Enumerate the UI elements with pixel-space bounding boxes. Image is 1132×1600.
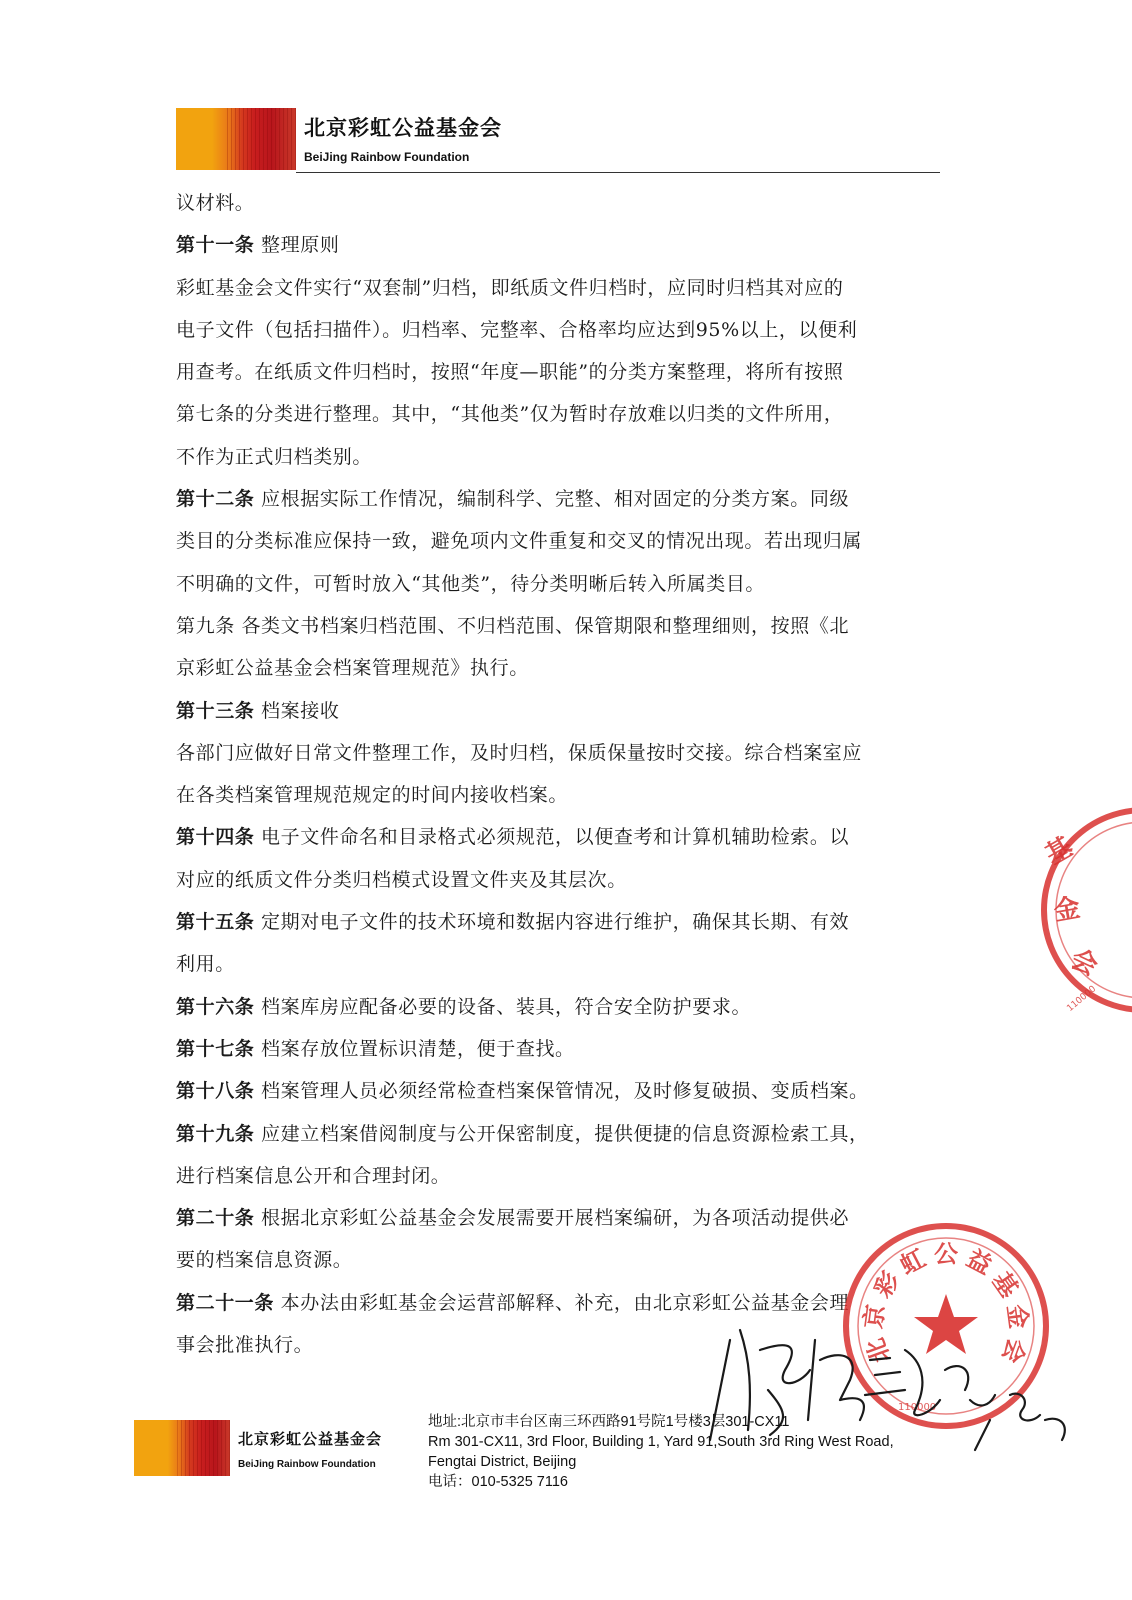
seal-edge-digits: 110000 bbox=[1065, 984, 1099, 1014]
body-text: 电子文件（包括扫描件）。归档率、完整率、合格率均应达到95%以上，以便利 bbox=[176, 318, 858, 341]
body-line bbox=[176, 393, 924, 435]
body-text: 不明确的文件，可暂时放入“其他类”，待分类明晰后转入所属类目。 bbox=[176, 572, 766, 595]
document-body bbox=[176, 182, 924, 1366]
seal-edge-char-3: 会 bbox=[1065, 943, 1103, 983]
body-line bbox=[176, 478, 924, 520]
body-line bbox=[176, 816, 924, 858]
body-text: 定期对电子文件的技术环境和数据内容进行维护，确保其长期、有效 bbox=[254, 911, 850, 934]
body-text: 应根据实际工作情况，编制科学、完整、相对固定的分类方案。同级 bbox=[254, 488, 850, 511]
body-text: 应建立档案借阅制度与公开保密制度，提供便捷的信息资源检索工具， bbox=[254, 1122, 869, 1145]
footer-org-name-cn: 北京彩虹公益基金会 bbox=[238, 1430, 383, 1448]
body-line bbox=[176, 1070, 924, 1112]
body-text: 在各类档案管理规范规定的时间内接收档案。 bbox=[176, 784, 569, 807]
article-number: 第二十一条 bbox=[176, 1291, 275, 1314]
body-text: 本办法由彩虹基金会运营部解释、补充，由北京彩虹公益基金会理 bbox=[274, 1291, 850, 1314]
body-text: 根据北京彩虹公益基金会发展需要开展档案编研，为各项活动提供必 bbox=[254, 1207, 850, 1230]
body-text: 整理原则 bbox=[254, 234, 340, 257]
header-org-name-en: BeiJing Rainbow Foundation bbox=[304, 150, 470, 164]
article-number: 第十五条 bbox=[176, 911, 255, 934]
footer-org-name-en: BeiJing Rainbow Foundation bbox=[238, 1459, 376, 1470]
body-text: 类目的分类标准应保持一致，避免项内文件重复和交叉的情况出现。若出现归属 bbox=[176, 530, 863, 553]
body-line bbox=[176, 774, 924, 816]
body-line bbox=[176, 563, 924, 605]
body-line bbox=[176, 1113, 924, 1155]
body-text: 档案库房应配备必要的设备、装具，符合安全防护要求。 bbox=[254, 995, 752, 1018]
article-number: 第十三条 bbox=[176, 699, 255, 722]
body-text: 各部门应做好日常文件整理工作，及时归档，保质保量按时交接。综合档案室应 bbox=[176, 741, 863, 764]
body-line bbox=[176, 943, 924, 985]
footer-phone: 电话：010-5325 7116 bbox=[428, 1474, 568, 1490]
body-text: 第七条的分类进行整理。其中，“其他类”仅为暂时存放难以归类的文件所用， bbox=[176, 403, 844, 426]
body-line bbox=[176, 1028, 924, 1070]
body-text: 事会批准执行。 bbox=[176, 1334, 314, 1357]
body-line bbox=[176, 1155, 924, 1197]
article-number: 第十六条 bbox=[176, 995, 255, 1018]
article-number: 第十八条 bbox=[176, 1080, 255, 1103]
footer-address-cn: 地址:北京市丰台区南三环西路91号院1号楼3层301-CX11 bbox=[428, 1414, 790, 1430]
body-text: 用查考。在纸质文件归档时，按照“年度—职能”的分类方案整理，将所有按照 bbox=[176, 361, 844, 384]
seal-main-char: 公 bbox=[934, 1240, 958, 1268]
body-text: 京彩虹公益基金会档案管理规范》执行。 bbox=[176, 657, 529, 680]
official-seal-edge bbox=[1032, 800, 1132, 1020]
body-line bbox=[176, 1239, 924, 1281]
body-text: 利用。 bbox=[176, 953, 235, 976]
body-text: 档案管理人员必须经常检查档案保管情况，及时修复破损、变质档案。 bbox=[254, 1080, 869, 1103]
seal-main-char: 会 bbox=[996, 1334, 1031, 1367]
body-text: 进行档案信息公开和合理封闭。 bbox=[176, 1164, 451, 1187]
body-text: 电子文件命名和目录格式必须规范，以便查考和计算机辅助检索。以 bbox=[254, 826, 850, 849]
body-line bbox=[176, 436, 924, 478]
article-number: 第十二条 bbox=[176, 488, 255, 511]
body-line bbox=[176, 267, 924, 309]
body-text: 档案接收 bbox=[254, 699, 340, 722]
header-org-name-cn: 北京彩虹公益基金会 bbox=[304, 116, 502, 140]
seal-edge-char-2: 金 bbox=[1051, 892, 1083, 928]
footer-logo-mark bbox=[134, 1420, 230, 1476]
article-number: 第十一条 bbox=[176, 234, 255, 257]
article-number: 第十七条 bbox=[176, 1037, 255, 1060]
seal-main-char: 益 bbox=[962, 1244, 997, 1281]
body-line bbox=[176, 859, 924, 901]
body-text: 议材料。 bbox=[176, 192, 255, 214]
body-text: 要的档案信息资源。 bbox=[176, 1249, 353, 1272]
article-number: 第十九条 bbox=[176, 1122, 255, 1145]
article-number: 第十四条 bbox=[176, 826, 255, 849]
body-line bbox=[176, 986, 924, 1028]
body-line bbox=[176, 224, 924, 266]
seal-main-char: 虹 bbox=[895, 1244, 930, 1281]
body-line bbox=[176, 605, 924, 647]
seal-main-char: 彩 bbox=[868, 1266, 906, 1303]
seal-edge-char-1: 基 bbox=[1040, 832, 1079, 871]
body-line bbox=[176, 690, 924, 732]
body-line bbox=[176, 520, 924, 562]
body-text: 彩虹基金会文件实行“双套制”归档，即纸质文件归档时，应同时归档其对应的 bbox=[176, 276, 844, 299]
body-line bbox=[176, 351, 924, 393]
seal-main-char: 北 bbox=[861, 1334, 896, 1367]
body-line bbox=[176, 647, 924, 689]
body-text: 不作为正式归档类别。 bbox=[176, 445, 373, 468]
body-line bbox=[176, 309, 924, 351]
body-text: 第九条 各类文书档案归档范围、不归档范围、保管期限和整理细则，按照《北 bbox=[176, 614, 850, 637]
seal-main-char: 金 bbox=[1001, 1302, 1033, 1331]
footer-address-en-2: Fengtai District, Beijing bbox=[428, 1454, 577, 1470]
header-divider bbox=[296, 172, 940, 173]
seal-main-char: 基 bbox=[986, 1266, 1024, 1303]
body-text: 对应的纸质文件分类归档模式设置文件夹及其层次。 bbox=[176, 868, 627, 891]
body-line bbox=[176, 182, 924, 224]
article-number: 第二十条 bbox=[176, 1207, 255, 1230]
body-line bbox=[176, 1197, 924, 1239]
body-line bbox=[176, 732, 924, 774]
seal-main-char: 京 bbox=[859, 1302, 891, 1331]
footer-address-en-1: Rm 301-CX11, 3rd Floor, Building 1, Yard 91,South 3rd Ring West Road, bbox=[428, 1434, 894, 1450]
header-logo-mark bbox=[176, 108, 296, 170]
body-text: 档案存放位置标识清楚，便于查找。 bbox=[254, 1037, 575, 1060]
footer-contact bbox=[428, 1412, 894, 1492]
body-line bbox=[176, 901, 924, 943]
seal-main-digits: 110000 bbox=[898, 1402, 937, 1413]
